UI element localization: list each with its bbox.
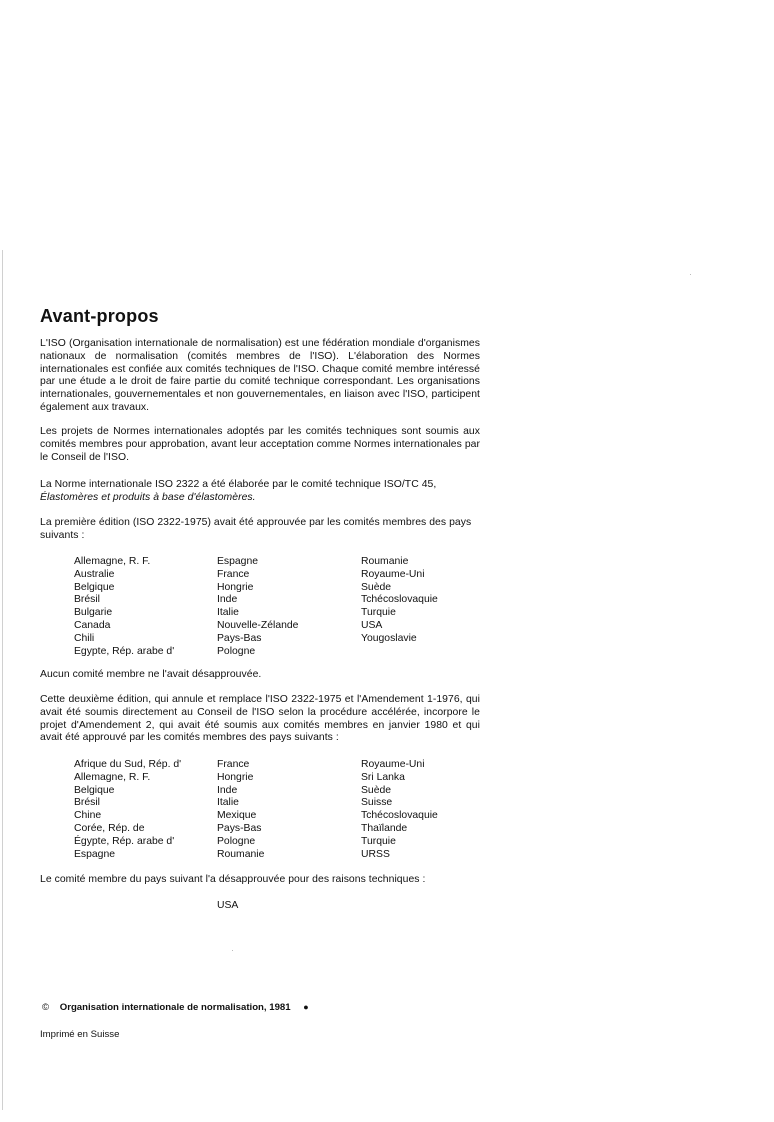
disapproving-country: USA: [217, 900, 239, 911]
country-name: Corée, Rép. de: [74, 822, 145, 834]
country-name: Espagne: [217, 556, 259, 567]
scan-speck: [232, 950, 233, 951]
country-name: Brésil: [74, 594, 100, 606]
country-name: Inde: [217, 784, 238, 796]
paragraph-disapproval: Le comité membre du pays suivant l'a désapprouvée pour des raisons techniques :: [40, 874, 426, 885]
country-name: Tchécoslovaquie: [361, 810, 438, 822]
country-name: Hongrie: [217, 581, 254, 593]
country-name: Nouvelle-Zélande: [217, 619, 299, 631]
country-name: Egypte, Rép. arabe d': [74, 645, 175, 657]
copyright-text: Organisation internationale de normalisation, 1981: [59, 1002, 291, 1013]
scan-speck: [690, 274, 691, 275]
country-name: Italie: [217, 607, 239, 619]
country-column-3: [361, 759, 438, 861]
paragraph-no-disapproval: Aucun comité membre ne l'avait désapprouvée.: [40, 669, 262, 680]
country-name: Chine: [74, 810, 102, 822]
country-name: Allemagne, R. F.: [74, 556, 151, 567]
country-name: URSS: [361, 848, 390, 860]
country-column-2: [217, 759, 264, 861]
country-name: Canada: [74, 619, 111, 631]
country-name: Thaïlande: [361, 822, 408, 834]
page-title: Avant-propos: [40, 306, 159, 326]
country-name: Suède: [361, 784, 392, 796]
country-name: Yougoslavie: [361, 632, 417, 644]
country-name: Roumanie: [217, 848, 265, 860]
paragraph-second-edition: Cette deuxième édition, qui annule et remplace l'ISO 2322-1975 et l'Amendement 1-1976, qui avait été soumis directement au Conseil de l'ISO selon la procédure accélérée, incorpore le projet d'Amendement 2, qui avait été soumis aux comités membres en janvier 1980 et qui avait été approuvé par les comités membres des pays suivants :: [40, 694, 480, 744]
country-column-3: [361, 556, 438, 646]
country-name: Pologne: [217, 645, 256, 657]
bullet-icon: ●: [303, 1002, 309, 1012]
country-name: Suisse: [361, 797, 393, 809]
country-name: Royaume-Uni: [361, 568, 425, 580]
copyright-symbol: ©: [42, 1002, 50, 1013]
country-column-1: [74, 556, 174, 658]
country-column-2: [217, 556, 298, 658]
country-name: Belgique: [74, 581, 115, 593]
country-name: Pays-Bas: [217, 822, 262, 834]
country-name: Inde: [217, 594, 238, 606]
page-edge-rule: [2, 250, 3, 1110]
country-name: France: [217, 759, 250, 770]
copyright-line: [42, 1002, 309, 1013]
printed-in: Imprimé en Suisse: [40, 1029, 120, 1040]
country-name: Pays-Bas: [217, 632, 262, 644]
country-name: Royaume-Uni: [361, 759, 425, 770]
country-name: Turquie: [361, 607, 396, 619]
country-name: Mexique: [217, 810, 257, 822]
country-name: Turquie: [361, 835, 396, 847]
country-name: Chili: [74, 632, 95, 644]
country-name: Tchécoslovaquie: [361, 594, 438, 606]
country-name: Bulgarie: [74, 607, 113, 619]
country-name: France: [217, 568, 250, 580]
country-name: Italie: [217, 797, 239, 809]
committee-title: Élastomères et produits à base d'élastomères.: [40, 491, 256, 503]
country-name: Égypte, Rép. arabe d': [74, 835, 175, 847]
country-name: Sri Lanka: [361, 771, 405, 783]
country-name: Afrique du Sud, Rép. d': [74, 759, 182, 770]
paragraph-iso-intro: L'ISO (Organisation internationale de normalisation) est une fédération mondiale d'organismes nationaux de normalisation (comités membres de l'ISO). L'élaboration des Normes internationales est confiée aux comités techniques de l'ISO. Chaque comité membre intéressé par une étude a le droit de faire partie du comité technique correspondant. Les organisations internationales, gouvernementales et non gouvernementales, en liaison avec l'ISO, participent également aux travaux.: [40, 338, 480, 413]
country-name: Hongrie: [217, 771, 254, 783]
paragraph-draft-standards: Les projets de Normes internationales adoptés par les comités techniques sont soumis aux comités membres pour approbation, avant leur acceptation comme Normes internationales par le Conseil de l'ISO.: [40, 426, 480, 463]
country-name: Pologne: [217, 835, 256, 847]
country-name: Brésil: [74, 797, 100, 809]
country-name: Belgique: [74, 784, 115, 796]
committee-sentence: La Norme internationale ISO 2322 a été élaborée par le comité technique ISO/TC 45,: [40, 479, 437, 490]
country-name: Suède: [361, 581, 392, 593]
paragraph-technical-committee: [40, 479, 480, 505]
country-column-1: [74, 759, 181, 861]
country-name: Allemagne, R. F.: [74, 771, 151, 783]
country-name: Roumanie: [361, 556, 409, 567]
country-name: Australie: [74, 568, 115, 580]
paragraph-first-edition: La première édition (ISO 2322-1975) avait été approuvée par les comités membres des pays suivants :: [40, 517, 472, 541]
country-name: Espagne: [74, 848, 116, 860]
country-name: USA: [361, 619, 383, 631]
